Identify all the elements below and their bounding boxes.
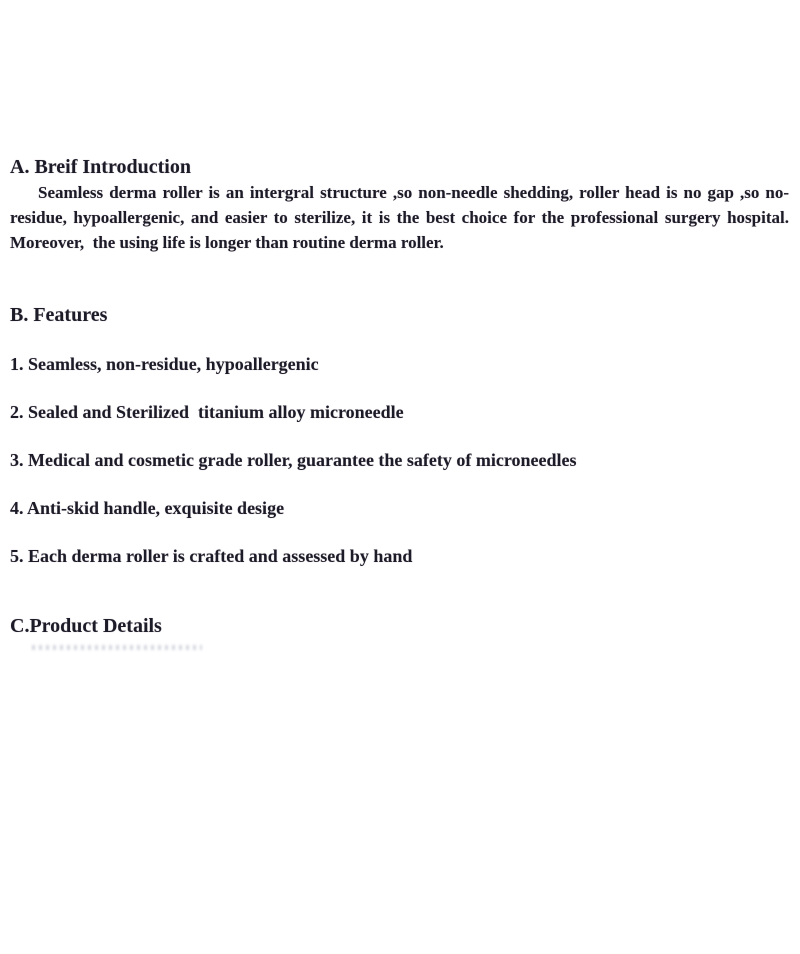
intro-paragraph-line: Moreover, the using life is longer than routine derma roller. xyxy=(10,233,444,252)
feature-list-item: 5. Each derma roller is crafted and assessed by hand xyxy=(10,546,413,566)
section-heading-features: B. Features xyxy=(10,304,108,326)
feature-list-item: 1. Seamless, non-residue, hypoallergenic xyxy=(10,354,319,374)
faint-text-artifact xyxy=(32,645,202,650)
section-heading-product-details: C.Product Details xyxy=(10,615,162,637)
intro-paragraph xyxy=(10,180,789,255)
feature-list-item: 3. Medical and cosmetic grade roller, guarantee the safety of microneedles xyxy=(10,450,577,470)
intro-paragraph-line: residue, hypoallergenic, and easier to sterilize, it is the best choice for the professional surgery hospital. xyxy=(10,208,789,227)
feature-list-item: 2. Sealed and Sterilized titanium alloy microneedle xyxy=(10,402,404,422)
feature-list-item: 4. Anti-skid handle, exquisite desige xyxy=(10,498,285,518)
section-heading-intro: A. Breif Introduction xyxy=(10,156,191,178)
intro-paragraph-line: Seamless derma roller is an intergral structure ,so non-needle shedding, roller head is no gap ,so no- xyxy=(38,183,789,202)
features-list xyxy=(10,352,789,569)
document-page xyxy=(0,154,800,954)
